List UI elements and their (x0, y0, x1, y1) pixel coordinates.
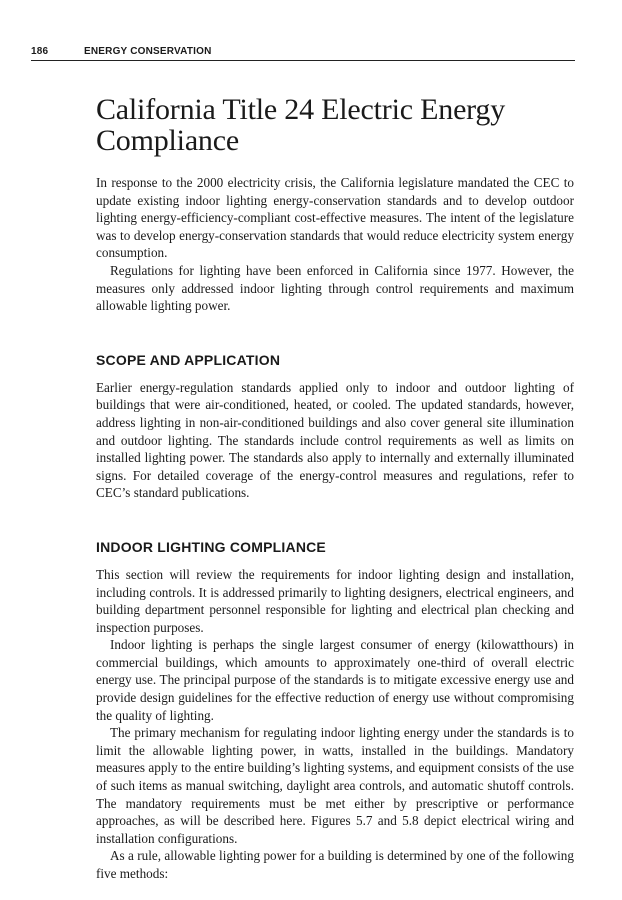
indoor-paragraph-4: As a rule, allowable lighting power for a building is determined by one of the following five methods: (96, 848, 574, 881)
intro-paragraph-2: Regulations for lighting have been enforced in California since 1977. However, the measures only addressed indoor lighting through control requirements and maximum allowable lighting power. (96, 262, 574, 314)
scope-paragraph-1: Earlier energy-regulation standards applied only to indoor and outdoor lighting of buildings that were air-conditioned, heated, or cooled. The updated standards, however, address lighting in non-air-conditioned buildings and also cover general site illumination and outdoor lighting. The standards include control requirements as well as limits on installed lighting power. The standards also apply to internally and externally illuminated signs. For detailed coverage of the energy-control measures and regulations, refer to CEC’s standard publications. (96, 379, 574, 501)
running-head (31, 44, 575, 61)
intro-paragraph-1: In response to the 2000 electricity crisis, the California legislature mandated the CEC to update existing indoor lighting energy-conservation standards and to develop outdoor lighting energy-efficiency-compliant cost-effective measures. The intent of the legislature was to develop energy-conservation standards that would reduce electricity system energy consumption. (96, 175, 574, 261)
indoor-paragraph-1: This section will review the requirements for indoor lighting design and installation, including controls. It is addressed primarily to lighting designers, electrical engineers, and building department personnel responsible for lighting and electrical plan checking and inspection purposes. (96, 566, 574, 635)
running-title: ENERGY CONSERVATION (84, 46, 212, 57)
page-number: 186 (31, 46, 49, 57)
indoor-paragraph-2: Indoor lighting is perhaps the single largest consumer of energy (kilowatthours) in commercial buildings, which amounts to approximately one-third of overall electric energy use. The principal purpose of the standards is to mitigate excessive energy use and provide design guidelines for the effective reduction of energy use without compromising the quality of lighting. (96, 637, 574, 723)
chapter-title: California Title 24 Electric Energy Compliance (96, 93, 506, 157)
indoor-paragraph-3: The primary mechanism for regulating indoor lighting energy under the standards is to limit the allowable lighting power, in watts, installed in the buildings. Mandatory measures apply to the entire building’s lighting systems, and equipment consists of the use of such items as manual switching, daylight area controls, and automatic shutoff controls. The mandatory requirements must be met either by prescriptive or performance approaches, as will be described here. Figures 5.7 and 5.8 depict electrical wiring and installation configurations. (96, 725, 574, 846)
section-heading-indoor: INDOOR LIGHTING COMPLIANCE (96, 538, 326, 555)
section-heading-scope: SCOPE AND APPLICATION (96, 351, 281, 368)
page-body (96, 94, 574, 883)
